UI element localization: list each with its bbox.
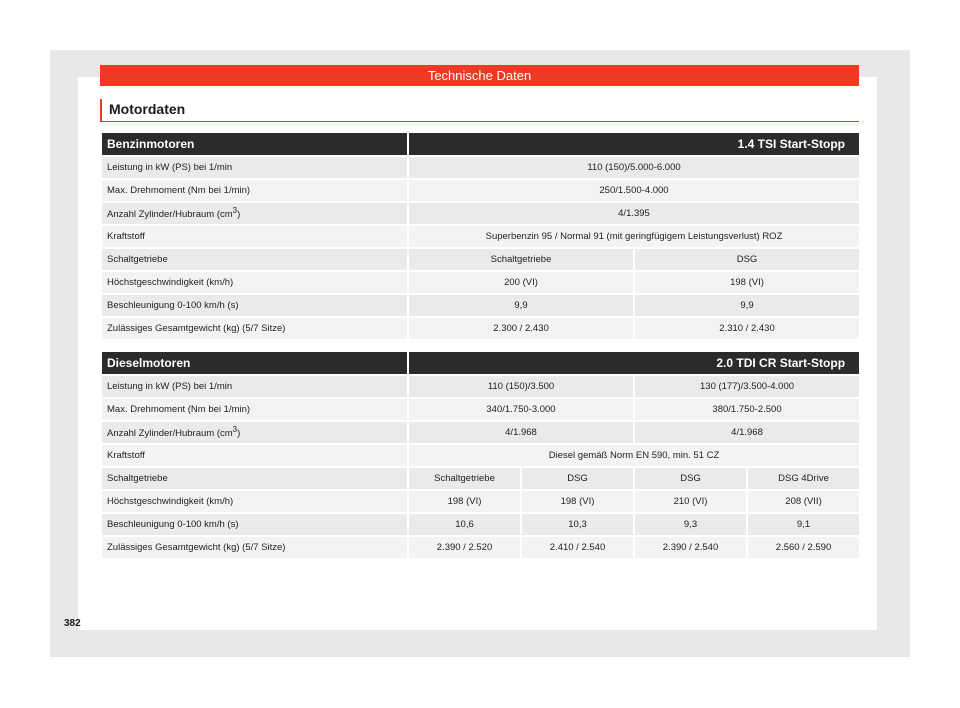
- row-value: 110 (150)/5.000-6.000: [408, 156, 860, 179]
- table-row: [101, 225, 860, 248]
- row-value: 2.310 / 2.430: [634, 317, 860, 340]
- row-value: DSG: [634, 467, 747, 490]
- diesel-engine-name: 2.0 TDI CR Start-Stopp: [408, 351, 860, 375]
- row-value: Schaltgetriebe: [408, 467, 521, 490]
- row-value: 198 (VI): [408, 490, 521, 513]
- row-value: 130 (177)/3.500-4.000: [634, 375, 860, 398]
- row-label: Kraftstoff: [101, 444, 408, 467]
- table-row: [101, 156, 860, 179]
- row-value: Schaltgetriebe: [408, 248, 634, 271]
- row-value: 2.300 / 2.430: [408, 317, 634, 340]
- row-label-text: Anzahl Zylinder/Hubraum (cm: [107, 428, 233, 440]
- row-value: 2.560 / 2.590: [747, 536, 860, 559]
- row-value: 9,9: [634, 294, 860, 317]
- row-value: 9,3: [634, 513, 747, 536]
- petrol-engine-name: 1.4 TSI Start-Stopp: [408, 132, 860, 156]
- table-header-row: [101, 132, 860, 156]
- table-row: [101, 294, 860, 317]
- row-value: 2.390 / 2.540: [634, 536, 747, 559]
- row-value: 4/1.395: [408, 202, 860, 225]
- row-value: DSG: [521, 467, 634, 490]
- row-value: 380/1.750-2.500: [634, 398, 860, 421]
- row-label: Beschleunigung 0-100 km/h (s): [101, 513, 408, 536]
- row-value: 340/1.750-3.000: [408, 398, 634, 421]
- row-label: [101, 421, 408, 444]
- row-label: Höchstgeschwindigkeit (km/h): [101, 271, 408, 294]
- row-label: Beschleunigung 0-100 km/h (s): [101, 294, 408, 317]
- row-value: 4/1.968: [634, 421, 860, 444]
- row-value: 2.410 / 2.540: [521, 536, 634, 559]
- row-label: Leistung in kW (PS) bei 1/min: [101, 375, 408, 398]
- section-title: Motordaten: [100, 99, 859, 122]
- row-value: 210 (VI): [634, 490, 747, 513]
- row-label: Leistung in kW (PS) bei 1/min: [101, 156, 408, 179]
- table-row: [101, 202, 860, 225]
- row-label: Max. Drehmoment (Nm bei 1/min): [101, 398, 408, 421]
- row-value: 4/1.968: [408, 421, 634, 444]
- table-row: [101, 317, 860, 340]
- row-value: 198 (VI): [521, 490, 634, 513]
- row-value: Diesel gemäß Norm EN 590, min. 51 CZ: [408, 444, 860, 467]
- row-value: 2.390 / 2.520: [408, 536, 521, 559]
- row-label: Schaltgetriebe: [101, 467, 408, 490]
- row-value: 110 (150)/3.500: [408, 375, 634, 398]
- table-row: [101, 421, 860, 444]
- petrol-engine-table: [100, 131, 861, 341]
- row-value: 10,3: [521, 513, 634, 536]
- row-label: Kraftstoff: [101, 225, 408, 248]
- table-row: [101, 467, 860, 490]
- table-row: [101, 375, 860, 398]
- row-label-end: ): [237, 428, 241, 440]
- superscript: 3: [232, 425, 238, 435]
- table-row: [101, 398, 860, 421]
- table-row: [101, 490, 860, 513]
- table-row: [101, 271, 860, 294]
- row-value: 198 (VI): [634, 271, 860, 294]
- row-label: Zulässiges Gesamtgewicht (kg) (5/7 Sitze): [101, 317, 408, 340]
- diesel-engine-table: [100, 350, 861, 560]
- row-label: Höchstgeschwindigkeit (km/h): [101, 490, 408, 513]
- row-value: 200 (VI): [408, 271, 634, 294]
- row-value: DSG: [634, 248, 860, 271]
- row-value: 208 (VII): [747, 490, 860, 513]
- petrol-table-title: Benzinmotoren: [101, 132, 408, 156]
- superscript: 3: [232, 206, 238, 216]
- row-label-end: ): [237, 209, 241, 221]
- row-value: Superbenzin 95 / Normal 91 (mit geringfügigem Leistungsverlust) ROZ: [408, 225, 860, 248]
- row-value: 9,9: [408, 294, 634, 317]
- row-label: Schaltgetriebe: [101, 248, 408, 271]
- diesel-table-title: Dieselmotoren: [101, 351, 408, 375]
- page-number: 382: [64, 618, 81, 629]
- row-label: [101, 202, 408, 225]
- chapter-header: Technische Daten: [100, 65, 859, 86]
- table-row: [101, 179, 860, 202]
- row-label: Max. Drehmoment (Nm bei 1/min): [101, 179, 408, 202]
- row-value: 10,6: [408, 513, 521, 536]
- table-row: [101, 248, 860, 271]
- table-row: [101, 536, 860, 559]
- row-value: 250/1.500-4.000: [408, 179, 860, 202]
- table-row: [101, 513, 860, 536]
- row-label-text: Anzahl Zylinder/Hubraum (cm: [107, 209, 233, 221]
- table-row: [101, 444, 860, 467]
- row-value: DSG 4Drive: [747, 467, 860, 490]
- row-label: Zulässiges Gesamtgewicht (kg) (5/7 Sitze): [101, 536, 408, 559]
- row-value: 9,1: [747, 513, 860, 536]
- table-header-row: [101, 351, 860, 375]
